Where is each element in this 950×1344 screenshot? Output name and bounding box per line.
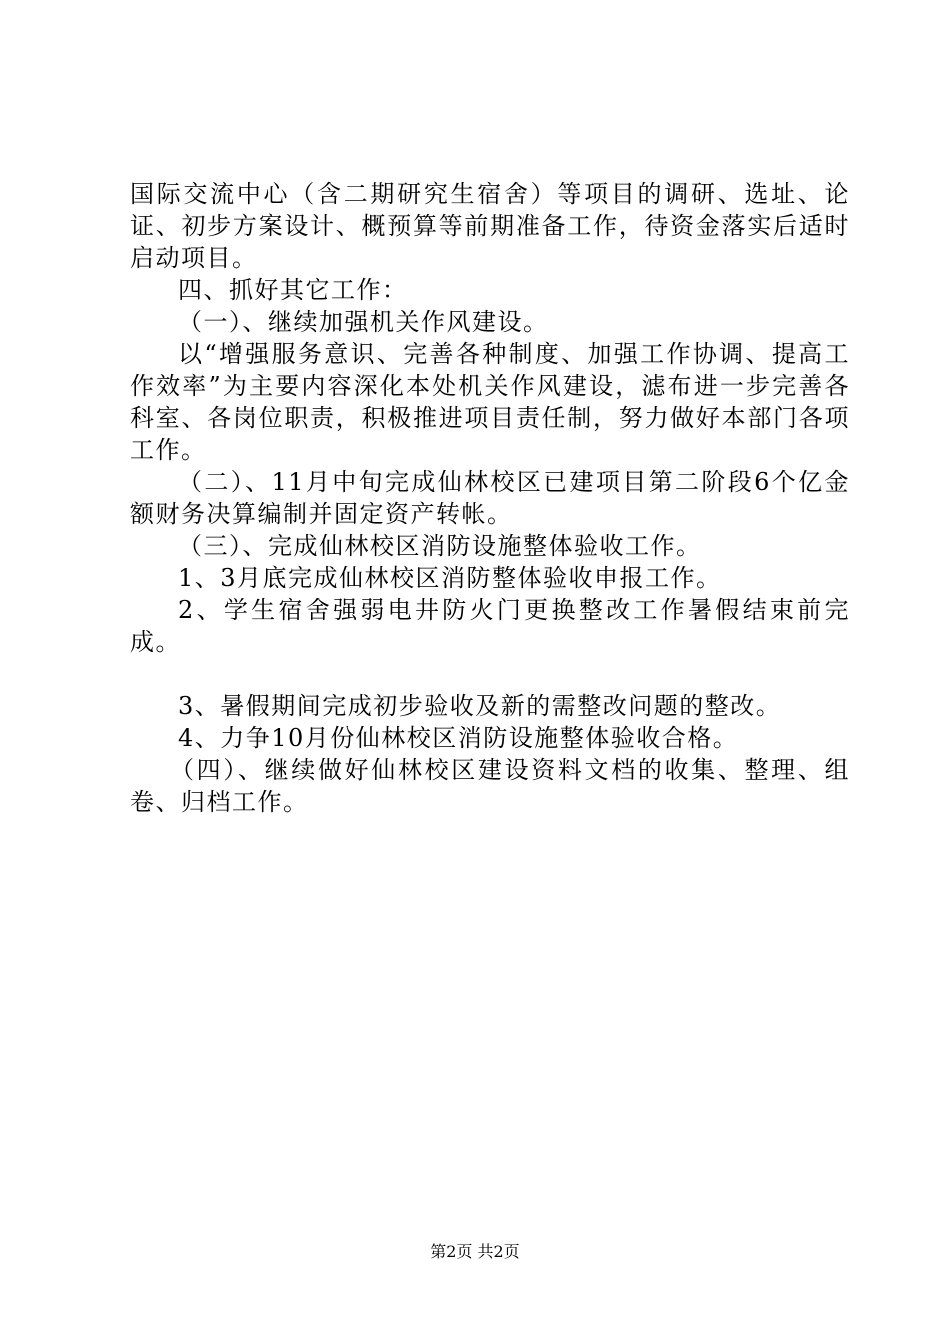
- paragraph-project-prep: 国际交流中心（含二期研究生宿舍）等项目的调研、选址、论证、初步方案设计、概预算等前期准备工作，待资金落实后适时启动项目。: [130, 180, 850, 272]
- list-item-1: 1、3月底完成仙林校区消防整体验收申报工作。: [178, 564, 722, 592]
- page-number: 第2页 共2页: [430, 1242, 520, 1261]
- paragraph-work-style: 以“增强服务意识、完善各种制度、加强工作协调、提高工作效率”为主要内容深化本处机关作风建设，滤布进一步完善各科室、各岗位职责，积极推进项目责任制，努力做好本部门各项工作。: [130, 340, 850, 464]
- heading-other-work: 四、抓好其它工作：: [178, 276, 408, 304]
- list-item-4: 4、力争10月份仙林校区消防设施整体验收合格。: [178, 724, 739, 752]
- subheading-financial-settlement: （二）、11月中旬完成仙林校区已建项目第二阶段6个亿金额财务决算编制并固定资产转帐。: [130, 468, 850, 528]
- document-body: [130, 178, 850, 818]
- subheading-fire-acceptance: （三）、完成仙林校区消防设施整体验收工作。: [178, 532, 702, 560]
- subheading-work-style: （一）、继续加强机关作风建设。: [178, 308, 549, 336]
- subheading-archives: （四）、继续做好仙林校区建设资料文档的收集、整理、组卷、归档工作。: [130, 756, 850, 816]
- page-footer: [0, 1242, 950, 1262]
- list-item-3: 3、暑假期间完成初步验收及新的需整改问题的整改。: [178, 692, 782, 720]
- list-item-2: 2、学生宿舍强弱电井防火门更换整改工作暑假结束前完成。: [130, 596, 850, 656]
